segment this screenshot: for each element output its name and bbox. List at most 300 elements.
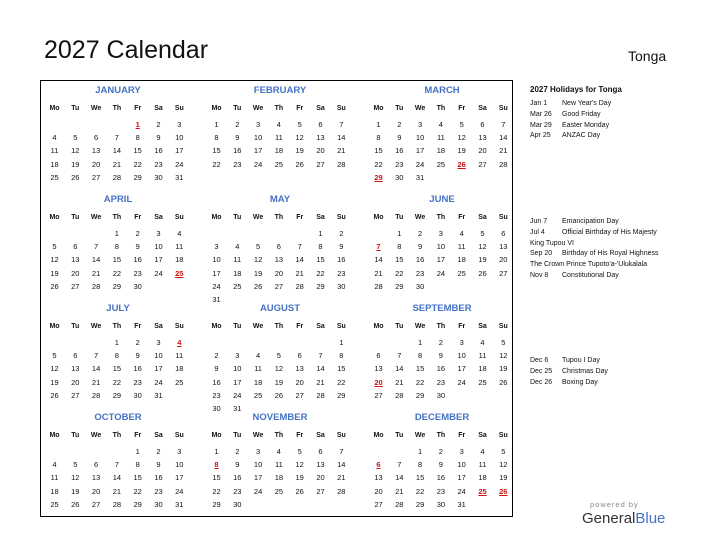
day-cell: 3 (177, 447, 182, 456)
day-cell: 31 (175, 499, 184, 509)
day-cell: 23 (395, 159, 404, 169)
weekday-header: Mo (211, 432, 222, 439)
day-cell: 13 (91, 146, 101, 156)
day-cell: 27 (295, 390, 304, 400)
day-cell: 10 (154, 242, 163, 252)
day-cell: 1 (418, 447, 423, 456)
holiday-group (530, 217, 705, 282)
day-cell: 9 (135, 242, 140, 252)
day-cell: 15 (395, 255, 404, 265)
day-cell: 25 (274, 159, 284, 169)
day-cell: 27 (91, 499, 101, 509)
day-cell: 16 (436, 364, 446, 374)
day-cell: 3 (438, 229, 443, 238)
day-cell: 18 (274, 473, 284, 483)
holiday-name: Boxing Day (562, 378, 598, 386)
day-cell: 14 (112, 146, 122, 156)
holiday-date: Jan 1 (530, 100, 548, 107)
weekday-header: Fr (458, 105, 466, 112)
holiday-day-cell: 8 (214, 460, 219, 470)
day-cell: 11 (478, 460, 487, 470)
day-cell: 6 (276, 242, 281, 252)
day-cell: 17 (233, 377, 242, 387)
day-cell: 16 (337, 255, 346, 265)
holiday-day-cell: 7 (376, 242, 381, 252)
country-label: Tonga (628, 48, 667, 64)
day-cell: 19 (295, 473, 304, 483)
day-cell: 22 (337, 377, 346, 387)
day-cell: 20 (499, 255, 508, 265)
day-cell: 1 (214, 120, 219, 129)
day-cell: 22 (316, 268, 325, 278)
holiday-name: Tupou I Day (562, 357, 600, 364)
day-cell: 9 (397, 133, 402, 143)
holiday-name: New Year's Day (562, 100, 612, 107)
day-cell: 19 (50, 377, 59, 387)
day-cell: 24 (457, 486, 466, 496)
day-cell: 18 (50, 159, 59, 169)
day-cell: 12 (50, 255, 59, 265)
day-cell: 4 (480, 338, 485, 347)
holiday-date: Nov 8 (530, 271, 549, 279)
day-cell: 2 (438, 447, 443, 456)
day-cell: 12 (499, 460, 508, 470)
day-cell: 27 (374, 499, 383, 509)
day-cell: 12 (71, 473, 80, 483)
weekday-header: We (90, 432, 102, 439)
day-cell: 30 (133, 281, 142, 291)
day-cell: 5 (73, 133, 78, 143)
day-cell: 30 (212, 404, 221, 413)
month-may (206, 194, 354, 304)
day-cell: 30 (233, 499, 242, 509)
day-cell: 28 (316, 390, 325, 400)
day-cell: 3 (418, 120, 423, 129)
day-cell: 7 (114, 460, 119, 470)
day-cell: 3 (156, 229, 161, 238)
day-cell: 16 (233, 473, 242, 483)
day-cell: 27 (91, 172, 101, 182)
day-cell: 27 (71, 281, 80, 291)
day-cell: 31 (457, 499, 466, 509)
day-cell: 1 (397, 229, 402, 238)
day-cell: 22 (212, 486, 221, 496)
day-cell: 24 (457, 377, 466, 387)
day-cell: 1 (339, 338, 344, 347)
month-july (44, 303, 192, 408)
day-cell: 26 (478, 268, 487, 278)
weekday-header: Mo (373, 214, 384, 221)
day-cell: 9 (438, 351, 443, 361)
weekday-header: Su (336, 105, 346, 112)
day-cell: 26 (71, 499, 80, 509)
day-cell: 1 (135, 447, 140, 456)
day-cell: 29 (395, 281, 404, 291)
day-cell: 12 (499, 351, 508, 361)
day-cell: 15 (415, 473, 425, 483)
day-cell: 4 (52, 133, 57, 143)
day-cell: 10 (457, 460, 466, 470)
day-cell: 31 (212, 295, 221, 304)
day-cell: 6 (480, 120, 485, 129)
day-cell: 7 (318, 351, 323, 361)
weekday-header: Fr (134, 214, 142, 221)
weekday-header: Tu (233, 105, 242, 112)
day-cell: 9 (438, 460, 443, 470)
day-cell: 9 (418, 242, 423, 252)
weekday-header: Fr (134, 323, 142, 330)
day-cell: 30 (154, 172, 163, 182)
day-cell: 27 (374, 390, 383, 400)
day-cell: 27 (478, 159, 487, 169)
day-cell: 28 (112, 172, 122, 182)
day-cell: 14 (337, 460, 346, 470)
day-cell: 8 (318, 242, 323, 252)
weekday-header: Su (498, 105, 508, 112)
day-cell: 1 (376, 120, 381, 129)
day-cell: 19 (499, 364, 508, 374)
day-cell: 16 (436, 473, 446, 483)
day-cell: 22 (395, 268, 404, 278)
holiday-name-continued: The Crown Prince Tupoto'a-'Ulukalala (530, 261, 648, 269)
day-cell: 21 (112, 159, 122, 169)
day-cell: 23 (154, 486, 163, 496)
day-cell: 22 (133, 486, 142, 496)
month-june (368, 194, 516, 299)
day-cell: 5 (501, 338, 506, 347)
day-cell: 31 (175, 172, 184, 182)
weekday-header: Sa (154, 105, 163, 112)
holiday-day-cell: 4 (177, 338, 182, 347)
day-cell: 8 (397, 242, 402, 252)
weekday-header: Sa (478, 105, 487, 112)
day-cell: 2 (418, 229, 423, 238)
holiday-row (530, 217, 705, 228)
day-cell: 6 (501, 229, 506, 238)
day-cell: 30 (154, 499, 163, 509)
day-cell: 28 (91, 390, 101, 400)
weekday-header: Su (498, 323, 508, 330)
day-cell: 29 (212, 499, 221, 509)
day-cell: 5 (256, 242, 261, 252)
day-cell: 23 (436, 377, 446, 387)
day-cell: 23 (133, 268, 142, 278)
weekday-header: Th (274, 105, 284, 112)
day-cell: 18 (175, 364, 184, 374)
day-cell: 13 (274, 255, 284, 265)
day-cell: 5 (73, 460, 78, 470)
day-cell: 10 (154, 351, 163, 361)
day-cell: 11 (233, 255, 242, 265)
day-cell: 25 (478, 377, 487, 387)
day-cell: 26 (295, 159, 304, 169)
holiday-date: Dec 26 (530, 378, 553, 386)
day-cell: 7 (339, 120, 344, 129)
holiday-date: Jul 4 (530, 228, 545, 236)
day-cell: 29 (337, 390, 346, 400)
month-october (44, 412, 192, 517)
day-cell: 26 (50, 281, 59, 291)
weekday-header: Th (112, 432, 122, 439)
day-cell: 14 (91, 364, 101, 374)
weekday-header: Sa (316, 323, 325, 330)
weekday-header: Tu (71, 214, 80, 221)
day-cell: 31 (233, 404, 242, 413)
day-cell: 28 (295, 281, 304, 291)
day-cell: 20 (295, 377, 304, 387)
day-cell: 25 (436, 159, 446, 169)
day-cell: 31 (154, 390, 163, 400)
brand-logo[interactable] (582, 510, 665, 527)
day-cell: 25 (457, 268, 466, 278)
day-cell: 23 (233, 159, 242, 169)
day-cell: 7 (501, 120, 506, 129)
powered-by-label: powered by (590, 500, 639, 509)
day-cell: 22 (112, 377, 122, 387)
day-cell: 6 (297, 351, 302, 361)
weekday-header: Sa (478, 323, 487, 330)
holiday-name: Official Birthday of His Majesty (562, 228, 657, 236)
day-cell: 28 (374, 281, 383, 291)
day-cell: 28 (337, 486, 346, 496)
day-cell: 8 (418, 460, 423, 470)
weekday-header: Fr (134, 432, 142, 439)
calendar-grid (40, 80, 513, 517)
month-name: MAY (269, 194, 291, 205)
day-cell: 19 (274, 377, 284, 387)
month-name: JUNE (429, 194, 455, 205)
weekday-header: Tu (71, 323, 80, 330)
holiday-row (530, 271, 705, 282)
day-cell: 18 (436, 146, 446, 156)
day-cell: 4 (480, 447, 485, 456)
day-cell: 28 (112, 499, 122, 509)
day-cell: 23 (436, 486, 446, 496)
holiday-day-cell: 26 (499, 486, 508, 496)
month-december (368, 412, 516, 517)
day-cell: 21 (395, 377, 404, 387)
day-cell: 15 (374, 146, 383, 156)
day-cell: 7 (297, 242, 302, 252)
weekday-header: Th (112, 105, 122, 112)
day-cell: 22 (212, 159, 221, 169)
holiday-day-cell: 26 (457, 159, 466, 169)
month-name: JANUARY (95, 85, 141, 96)
day-cell: 14 (395, 364, 404, 374)
day-cell: 1 (318, 229, 323, 238)
day-cell: 17 (415, 146, 425, 156)
month-january (44, 85, 192, 190)
day-cell: 16 (154, 473, 163, 483)
weekday-header: Th (436, 323, 446, 330)
weekday-header: Fr (296, 214, 304, 221)
day-cell: 20 (71, 268, 80, 278)
day-cell: 13 (478, 133, 487, 143)
brand-part-blue: Blue (635, 510, 666, 527)
month-name: DECEMBER (414, 412, 470, 423)
weekday-header: We (414, 105, 426, 112)
weekday-header: We (90, 105, 102, 112)
weekday-header: Sa (154, 214, 163, 221)
weekday-header: Mo (211, 105, 222, 112)
weekday-header: Su (336, 432, 346, 439)
day-cell: 17 (457, 473, 466, 483)
weekday-header: Th (436, 214, 446, 221)
day-cell: 24 (233, 390, 242, 400)
day-cell: 25 (50, 499, 59, 509)
day-cell: 8 (135, 133, 140, 143)
day-cell: 2 (135, 338, 140, 347)
day-cell: 24 (154, 268, 163, 278)
weekday-header: Su (498, 214, 508, 221)
holiday-row (530, 356, 705, 367)
day-cell: 25 (253, 390, 263, 400)
day-cell: 19 (71, 159, 80, 169)
day-cell: 25 (50, 172, 59, 182)
day-cell: 11 (50, 146, 59, 156)
holiday-day-cell: 1 (135, 120, 140, 129)
day-cell: 26 (253, 281, 263, 291)
day-cell: 20 (71, 377, 80, 387)
day-cell: 22 (112, 268, 122, 278)
day-cell: 13 (374, 473, 383, 483)
day-cell: 18 (478, 473, 487, 483)
day-cell: 20 (91, 486, 101, 496)
day-cell: 5 (52, 351, 57, 361)
day-cell: 12 (274, 364, 284, 374)
day-cell: 28 (395, 499, 404, 509)
holiday-name: Emancipation Day (562, 218, 619, 225)
weekday-header: Mo (49, 323, 60, 330)
day-cell: 20 (91, 159, 101, 169)
day-cell: 22 (415, 377, 425, 387)
day-cell: 20 (478, 146, 487, 156)
weekday-header: Th (436, 105, 446, 112)
day-cell: 14 (295, 255, 304, 265)
day-cell: 29 (112, 390, 122, 400)
day-cell: 21 (374, 268, 383, 278)
day-cell: 11 (274, 460, 283, 470)
day-cell: 26 (50, 390, 59, 400)
day-cell: 9 (135, 351, 140, 361)
day-cell: 4 (459, 229, 464, 238)
day-cell: 10 (212, 255, 221, 265)
month-february (206, 85, 354, 190)
weekday-header: Sa (316, 105, 325, 112)
day-cell: 12 (457, 133, 466, 143)
day-cell: 6 (73, 242, 78, 252)
day-cell: 18 (233, 268, 242, 278)
day-cell: 23 (337, 268, 346, 278)
holiday-row (530, 99, 705, 110)
day-cell: 4 (177, 229, 182, 238)
day-cell: 30 (395, 172, 404, 182)
day-cell: 9 (214, 364, 219, 374)
holiday-name: ANZAC Day (562, 132, 601, 140)
day-cell: 10 (253, 460, 263, 470)
day-cell: 5 (480, 229, 485, 238)
day-cell: 2 (135, 229, 140, 238)
holiday-row (530, 121, 705, 132)
day-cell: 18 (457, 255, 466, 265)
day-cell: 5 (501, 447, 506, 456)
day-cell: 10 (436, 242, 446, 252)
day-cell: 8 (339, 351, 344, 361)
day-cell: 2 (235, 447, 240, 456)
day-cell: 9 (339, 242, 344, 252)
weekday-header: Tu (395, 105, 404, 112)
weekday-header: Su (174, 432, 184, 439)
holidays-title: 2027 Holidays for Tonga (530, 85, 622, 94)
day-cell: 24 (154, 377, 163, 387)
day-cell: 6 (376, 351, 381, 361)
weekday-header: Mo (373, 105, 384, 112)
day-cell: 4 (52, 460, 57, 470)
day-cell: 7 (94, 242, 99, 252)
weekday-header: Tu (71, 105, 80, 112)
day-cell: 3 (459, 447, 464, 456)
day-cell: 15 (212, 473, 221, 483)
day-cell: 4 (256, 351, 261, 361)
holiday-row (530, 131, 705, 142)
day-cell: 9 (235, 460, 240, 470)
weekday-header: Mo (49, 214, 60, 221)
day-cell: 13 (316, 460, 325, 470)
day-cell: 7 (339, 447, 344, 456)
day-cell: 8 (135, 460, 140, 470)
day-cell: 3 (156, 338, 161, 347)
weekday-header: Fr (296, 105, 304, 112)
day-cell: 15 (316, 255, 325, 265)
day-cell: 27 (71, 390, 80, 400)
day-cell: 21 (499, 146, 508, 156)
day-cell: 7 (397, 460, 402, 470)
holiday-date: Dec 6 (530, 357, 549, 364)
weekday-header: Fr (458, 214, 466, 221)
day-cell: 16 (133, 255, 142, 265)
day-cell: 13 (91, 473, 101, 483)
day-cell: 14 (112, 473, 122, 483)
holiday-name: Good Friday (562, 110, 601, 118)
day-cell: 1 (114, 338, 119, 347)
holiday-name: Birthday of His Royal Highness (562, 250, 659, 258)
day-cell: 10 (175, 460, 184, 470)
day-cell: 10 (415, 133, 425, 143)
day-cell: 20 (316, 146, 325, 156)
weekday-header: Fr (134, 105, 142, 112)
day-cell: 28 (499, 159, 508, 169)
day-cell: 2 (235, 120, 240, 129)
day-cell: 24 (436, 268, 446, 278)
holiday-date: Mar 29 (530, 121, 552, 129)
day-cell: 5 (459, 120, 464, 129)
page-title: 2027 Calendar (44, 36, 209, 64)
month-august (206, 303, 354, 413)
day-cell: 18 (478, 364, 487, 374)
day-cell: 29 (415, 390, 425, 400)
holiday-name: Constitutional Day (562, 271, 619, 279)
day-cell: 24 (175, 159, 184, 169)
weekday-header: Sa (478, 214, 487, 221)
day-cell: 3 (214, 242, 219, 252)
day-cell: 17 (253, 146, 263, 156)
weekday-header: Su (174, 105, 184, 112)
holiday-day-cell: 20 (374, 377, 383, 387)
weekday-header: Th (112, 323, 122, 330)
day-cell: 9 (156, 460, 161, 470)
day-cell: 22 (133, 159, 142, 169)
weekday-header: Sa (316, 214, 325, 221)
